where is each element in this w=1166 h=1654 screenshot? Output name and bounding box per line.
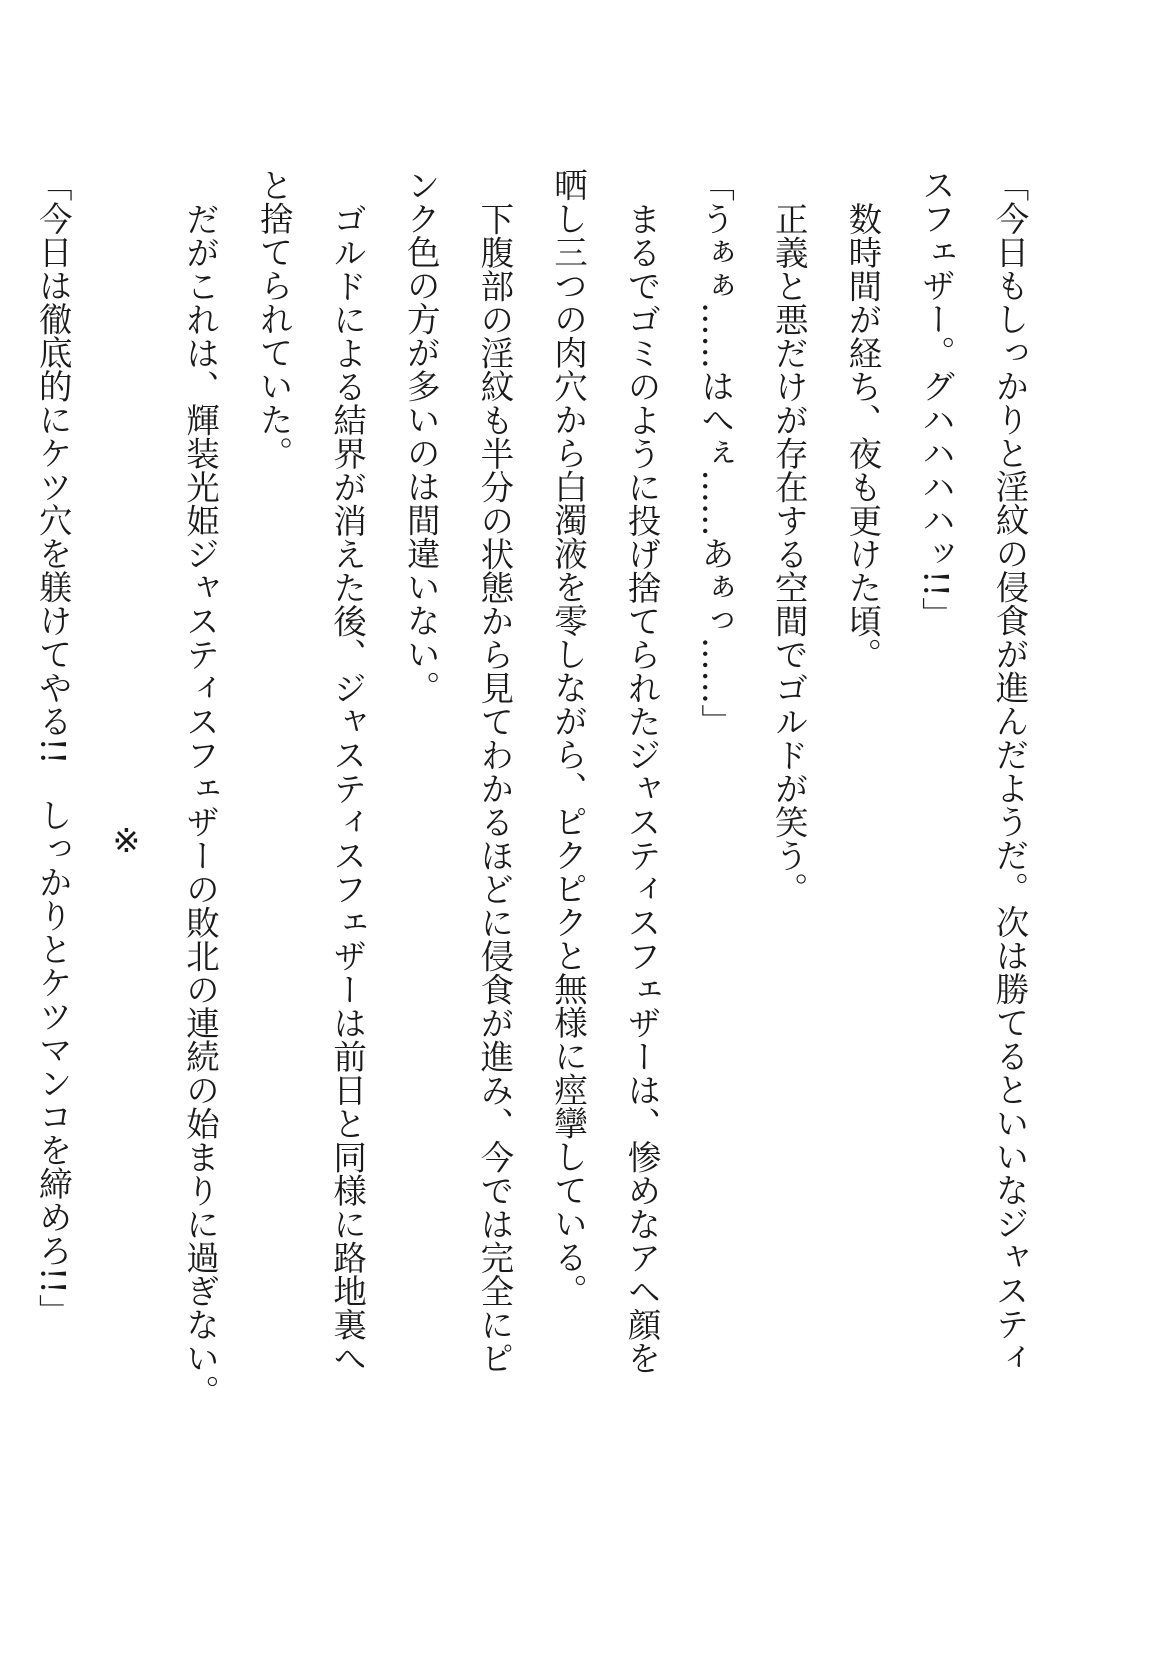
- scene-break-mark: ※: [106, 821, 146, 861]
- text-line-5: 「うぁぁ……はへぇ……あぁっ……」: [695, 168, 735, 738]
- text-line-10: ゴルドによる結界が消えた後、ジャスティスフェザーは前日と同様に路地裏へ: [327, 201, 367, 1374]
- text-line-13: 「今日は徹底的にケツ穴を躾けてやる!! しっかりとケツマンコを締めろ!!」: [33, 168, 73, 1328]
- text-line-2: スフェザー。グハハハハッ!!」: [916, 168, 956, 631]
- text-line-3: 数時間が経ち、夜も更けた頃。: [842, 201, 882, 671]
- text-line-7: 晒し三つの肉穴から白濁液を零しながら、ピクピクと無様に痙攣している。: [548, 168, 588, 1307]
- text-line-4: 正義と悪だけが存在する空間でゴルドが笑う。: [769, 201, 809, 905]
- text-line-14: [0, 168, 16, 1528]
- text-line-6: まるでゴミのように投げ捨てられたジャスティスフェザーは、惨めなアヘ顔を: [622, 201, 662, 1374]
- text-line-8: 下腹部の淫紋も半分の状態から見てわかるほどに侵食が進み、今では完全にピ: [474, 201, 514, 1374]
- text-line-9: ンク色の方が多いのは間違いない。: [401, 168, 441, 704]
- vertical-text-body: [0, 168, 1046, 1528]
- text-line-12: だがこれは、輝装光姫ジャスティスフェザーの敗北の連続の始まりに過ぎない。: [180, 201, 220, 1408]
- text-line-1: 「今日もしっかりと淫紋の侵食が進んだようだ。次は勝てるといいなジャスティ: [990, 168, 1029, 1374]
- text-line-11: と捨てられていた。: [254, 168, 294, 470]
